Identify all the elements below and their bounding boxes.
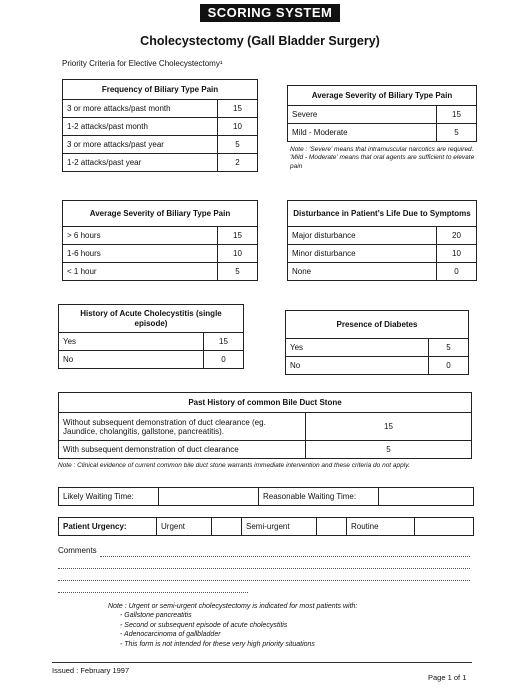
row-score: 0 (204, 351, 244, 369)
severity-table (287, 85, 477, 142)
row-label: Severe (288, 106, 437, 124)
table-row (63, 136, 258, 154)
comments-line[interactable] (58, 568, 470, 569)
severity-duration-table (62, 200, 258, 281)
row-label: < 1 hour (63, 263, 218, 281)
row-label: 1-6 hours (63, 245, 218, 263)
likely-waiting-field[interactable] (159, 488, 259, 506)
diabetes-table (285, 310, 469, 375)
row-label: Major disturbance (288, 227, 437, 245)
likely-waiting-label: Likely Waiting Time: (59, 488, 159, 506)
table-row (63, 227, 258, 245)
row-label: No (286, 357, 429, 375)
row-label: 1-2 attacks/past month (63, 118, 218, 136)
table-row (63, 263, 258, 281)
table-row (286, 339, 469, 357)
table-row (288, 124, 477, 142)
table-row (59, 441, 472, 459)
table-row (59, 413, 472, 441)
row-label: 1-2 attacks/past year (63, 154, 218, 172)
page-number: Page 1 of 1 (428, 673, 467, 682)
disturbance-table (287, 200, 477, 281)
row-label: Mild - Moderate (288, 124, 437, 142)
comments-line[interactable] (100, 556, 470, 557)
urgency-routine-option[interactable]: Routine (347, 518, 415, 536)
row-score: 0 (437, 263, 477, 281)
table-row (63, 154, 258, 172)
urgent-note-item: - This form is not intended for these very high priority situations (120, 640, 315, 648)
row-label: No (59, 351, 204, 369)
table-row (288, 106, 477, 124)
bile-duct-note: Note : Clinical evidence of current common bile duct stone warrants immediate intervention and these criteria do not apply. (58, 462, 410, 469)
urgent-note-item: - Gallstone pancreatitis (120, 612, 192, 620)
waiting-time-row (58, 487, 474, 506)
patient-urgency-label: Patient Urgency: (59, 518, 157, 536)
table-row (286, 357, 469, 375)
row-score: 5 (429, 339, 469, 357)
frequency-title: Frequency of Biliary Type Pain (63, 80, 258, 100)
row-score: 5 (437, 124, 477, 142)
row-score: 15 (204, 333, 244, 351)
urgent-note-item: - Adenocarcinoma of gallbladder (120, 631, 221, 639)
urgency-routine-checkbox[interactable] (415, 518, 474, 536)
row-label: > 6 hours (63, 227, 218, 245)
row-label: Without subsequent demonstration of duct clearance (eg. Jaundice, cholangitis, gallstone, pancreatitis). (59, 413, 306, 441)
row-label: 3 or more attacks/past month (63, 100, 218, 118)
severity-note: Note : 'Severe' means that intramuscular narcotics are required. 'Mild - Moderate' means that oral agents are sufficient to elevate pain (290, 146, 475, 170)
urgency-urgent-option[interactable]: Urgent (157, 518, 212, 536)
table-row (59, 333, 244, 351)
comments-line[interactable] (58, 592, 248, 593)
urgency-semi-urgent-checkbox[interactable] (317, 518, 347, 536)
row-label: With subsequent demonstration of duct clearance (59, 441, 306, 459)
issued-date: Issued : February 1997 (52, 666, 130, 675)
row-score: 10 (218, 118, 258, 136)
row-score: 15 (306, 413, 472, 441)
cholecystitis-table (58, 304, 244, 369)
urgency-semi-urgent-option[interactable]: Semi-urgent (242, 518, 317, 536)
severity-title: Average Severity of Biliary Type Pain (288, 86, 477, 106)
table-row (288, 263, 477, 281)
bile-duct-table (58, 392, 472, 459)
row-label: Yes (286, 339, 429, 357)
row-score: 15 (437, 106, 477, 124)
table-row (288, 245, 477, 263)
urgent-note-intro: Note : Urgent or semi-urgent cholecystectomy is indicated for most patients with: (108, 603, 358, 610)
row-label: 3 or more attacks/past year (63, 136, 218, 154)
row-score: 5 (218, 136, 258, 154)
row-score: 10 (437, 245, 477, 263)
reasonable-waiting-field[interactable] (379, 488, 474, 506)
table-row (288, 227, 477, 245)
disturbance-title: Disturbance in Patient's Life Due to Symptoms (288, 201, 477, 227)
row-label: None (288, 263, 437, 281)
urgent-note (108, 602, 438, 649)
table-row (63, 100, 258, 118)
severity-duration-title: Average Severity of Biliary Type Pain (63, 201, 258, 227)
urgent-note-item: - Second or subsequent episode of acute cholecystitis (120, 621, 288, 629)
diabetes-title: Presence of Diabetes (286, 311, 469, 339)
comments-label: Comments (58, 546, 97, 555)
row-score: 0 (429, 357, 469, 375)
page-title: Cholecystectomy (Gall Bladder Surgery) (140, 34, 380, 48)
row-score: 20 (437, 227, 477, 245)
table-row (63, 118, 258, 136)
table-row (59, 351, 244, 369)
row-score: 15 (218, 100, 258, 118)
scoring-system-banner: SCORING SYSTEM (200, 4, 340, 22)
patient-urgency-row (58, 517, 474, 536)
row-score: 15 (218, 227, 258, 245)
cholecystitis-title: History of Acute Cholecystitis (single episode) (59, 305, 244, 333)
priority-criteria-label: Priority Criteria for Elective Cholecystectomy¹ (62, 59, 223, 68)
row-score: 10 (218, 245, 258, 263)
row-score: 2 (218, 154, 258, 172)
row-score: 5 (218, 263, 258, 281)
frequency-table (62, 79, 258, 172)
footer-rule (52, 662, 472, 663)
comments-line[interactable] (58, 580, 470, 581)
row-label: Minor disturbance (288, 245, 437, 263)
reasonable-waiting-label: Reasonable Waiting Time: (259, 488, 379, 506)
urgency-urgent-checkbox[interactable] (212, 518, 242, 536)
row-label: Yes (59, 333, 204, 351)
row-score: 5 (306, 441, 472, 459)
bile-duct-title: Past History of common Bile Duct Stone (59, 393, 472, 413)
table-row (63, 245, 258, 263)
